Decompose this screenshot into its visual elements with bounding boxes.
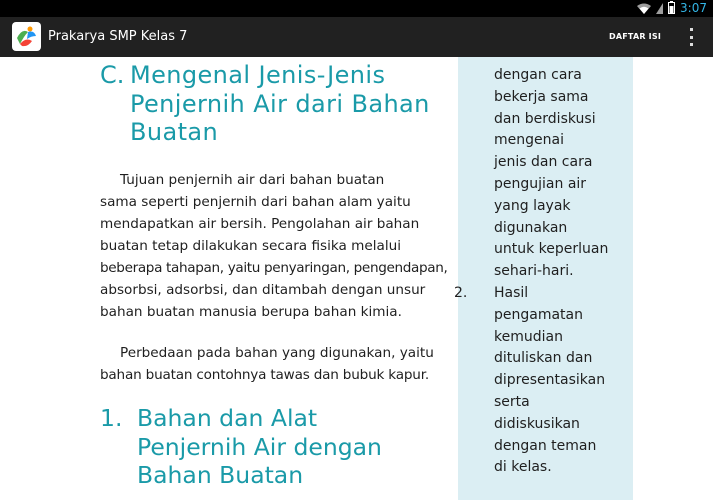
paragraph-line: sama seperti penjernih dari bahan alam yaitu [100, 194, 411, 210]
list-item-line: di kelas. [494, 459, 552, 476]
list-item-line: untuk keperluan [494, 241, 609, 258]
list-item-line: pengamatan [494, 306, 583, 323]
list-item-line: dituliskan dan [494, 350, 593, 367]
list-item-line: mengenai [494, 132, 564, 149]
paragraph-line: mendapatkan air bersih. Pengolahan air bahan [100, 216, 420, 232]
app-title: Prakarya SMP Kelas 7 [48, 29, 188, 44]
app-logo-icon[interactable] [12, 22, 41, 51]
list-item-line: dan berdiskusi [494, 110, 596, 127]
menu-dot [690, 43, 693, 46]
list-item-line: digunakan [494, 219, 568, 236]
section-letter: C. [100, 61, 125, 89]
list-item-line: bekerja sama [494, 88, 589, 105]
section-heading-line: Penjernih Air dari Bahan [130, 89, 430, 118]
list-item-text: Hasil [494, 284, 529, 301]
activity-list [454, 65, 634, 479]
activity-side-panel [454, 57, 633, 500]
menu-dot [690, 36, 693, 39]
subsection-number: 1. [100, 404, 123, 432]
list-item-line: dipresentasikan [494, 372, 606, 389]
subsection-heading-line: Bahan dan Alat [137, 404, 318, 432]
list-item-line: kemudian [494, 328, 563, 345]
action-bar [0, 17, 713, 57]
clock: 3:07 [680, 1, 707, 15]
paragraph-line: Tujuan penjernih air dari bahan buatan [120, 172, 385, 188]
wifi-icon [637, 0, 651, 18]
paragraph-line: absorbsi, adsorbsi, dan ditambah dengan unsur [100, 282, 426, 298]
paragraph-line: Perbedaan pada bahan yang digunakan, yaitu [120, 345, 434, 361]
signal-icon [656, 0, 663, 18]
subsection-heading-line: Bahan Buatan [137, 461, 304, 489]
section-heading [100, 61, 460, 147]
book-page[interactable] [0, 57, 713, 500]
list-item-line: didiskusikan [494, 415, 580, 432]
list-item-number: 2. [454, 284, 468, 301]
list-item-line: sehari-hari. [494, 263, 574, 280]
list-item-line: dengan cara [494, 67, 582, 83]
section-heading-line: Buatan [130, 118, 219, 146]
daftar-isi-button[interactable]: DAFTAR ISI [609, 32, 661, 41]
paragraph-line: buatan tetap dilakukan secara fisika melalui [100, 238, 402, 254]
paragraph-difference [100, 342, 452, 386]
list-item-line: dengan teman [494, 437, 597, 454]
status-icons [637, 0, 707, 17]
paragraph-line: bahan buatan contohnya tawas dan bubuk kapur. [100, 367, 429, 383]
subsection-heading-line: Penjernih Air dengan [137, 432, 382, 461]
list-item-line: jenis dan cara [494, 154, 593, 171]
status-bar [0, 0, 713, 17]
list-item-line [454, 283, 634, 305]
list-item-line: yang layak [494, 197, 571, 214]
overflow-menu-icon[interactable] [687, 28, 695, 46]
paragraph-line: bahan buatan manusia berupa bahan kimia. [100, 304, 402, 320]
list-item-line: serta [494, 393, 530, 410]
list-item-line: pengujian air [494, 175, 587, 192]
section-heading-line: Mengenal Jenis-Jenis [130, 61, 386, 89]
subsection-heading [100, 404, 460, 490]
paragraph-line: beberapa tahapan, yaitu penyaringan, pengendapan, [100, 260, 448, 276]
menu-dot [690, 28, 693, 31]
battery-icon [668, 0, 675, 18]
paragraph-purpose [100, 169, 452, 323]
